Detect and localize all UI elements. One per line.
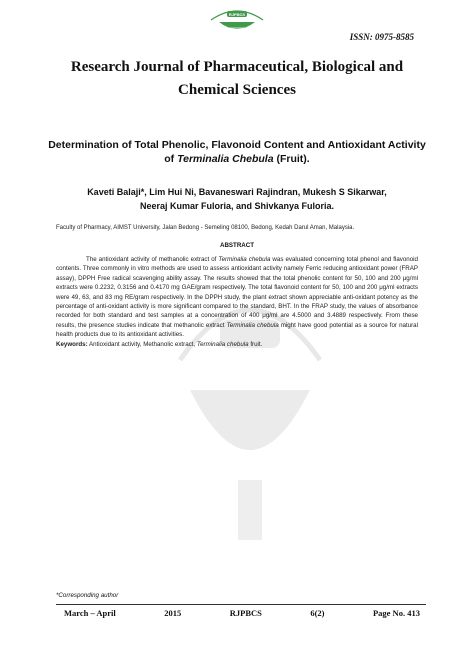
footer-page: Page No. 413 [372, 608, 420, 618]
authors-line1: Kaveti Balaji*, Lim Hui Ni, Bavaneswari Rajindran, Mukesh S Sikarwar, [87, 187, 387, 197]
article-title [40, 138, 434, 166]
logo-text: RJPBCS [228, 12, 246, 17]
keywords-species: Terminalia chebula [196, 340, 249, 348]
abstract-text-1: The antioxidant activity of methanolic extract of [86, 256, 219, 263]
authors-line2: Neeraj Kumar Fuloria, and Shivkanya Fuloria. [139, 200, 335, 211]
footer-divider [56, 604, 426, 605]
keywords [56, 340, 418, 349]
abstract-paragraph [56, 255, 418, 340]
title-prefix: of [164, 153, 178, 165]
abstract-body [56, 255, 418, 349]
title-species: Terminalia Chebula [177, 153, 274, 165]
issn-label: ISSN: 0975-8585 [349, 32, 414, 42]
keywords-end: fruit. [248, 340, 263, 348]
footer-issue: 6(2) [310, 608, 325, 618]
journal-logo [205, 6, 269, 38]
article-title-line2 [40, 152, 434, 166]
abstract-text-3: might have good potential as a source for natural health products due to its antioxidant activities. [56, 321, 418, 339]
journal-title: Research Journal of Pharmaceutical, Biological and Chemical Sciences [70, 59, 404, 98]
abstract-species-1: Terminalia chebula [218, 256, 271, 263]
abstract-text-2: was evaluated concerning total phenol and flavonoid contents. Three commonly in vitro methods are used to assess antioxidant activity namely Ferric reducing antioxidant power (FRAP assay), DPPH Free radical scavenging ability assay. The results showed that the total phenolic content for 50, 100 and 200 μg/ml extracts were 0.2232, 0.3156 and 0.4170 mg GAE/gram respectively. The total flavonoid content for 50, 100 and 200 μg/ml extracts were 49, 63, and 83 mg RE/gram respectively. In the DPPH study, the plant extract shown appreciable anti-oxidant potency as the percentage of anti-oxidant activity is more significant compared to the standard, BHT. In the FRAP study, the values of absorbance recorded for both standard and test samples at a concentration of 400 μg/ml are 4.5000 and 3.4889 respectively. From these results, the presence studies indicate that methanolic extract [56, 256, 418, 329]
title-suffix: (Fruit). [273, 153, 310, 165]
footer-journal: RJPBCS [229, 608, 262, 618]
abstract-heading: ABSTRACT [219, 242, 255, 249]
keywords-text: Antioxidant activity, Methanolic extract, [87, 340, 197, 348]
author-list [40, 186, 434, 213]
footer-month: March – April [64, 608, 116, 618]
keywords-label: Keywords: [56, 340, 88, 348]
abstract-species-2: Terminalia chebula [226, 321, 279, 329]
corresponding-author-note: *Corresponding author [56, 592, 119, 599]
page-footer [64, 608, 420, 618]
footer-year: 2015 [164, 608, 182, 618]
article-title-line1: Determination of Total Phenolic, Flavonoid Content and Antioxidant Activity [48, 139, 426, 151]
affiliation: Faculty of Pharmacy, AIMST University, Jalan Bedong - Semeling 08100, Bedong, Kedah Darul Aman, Malaysia. [56, 225, 355, 231]
